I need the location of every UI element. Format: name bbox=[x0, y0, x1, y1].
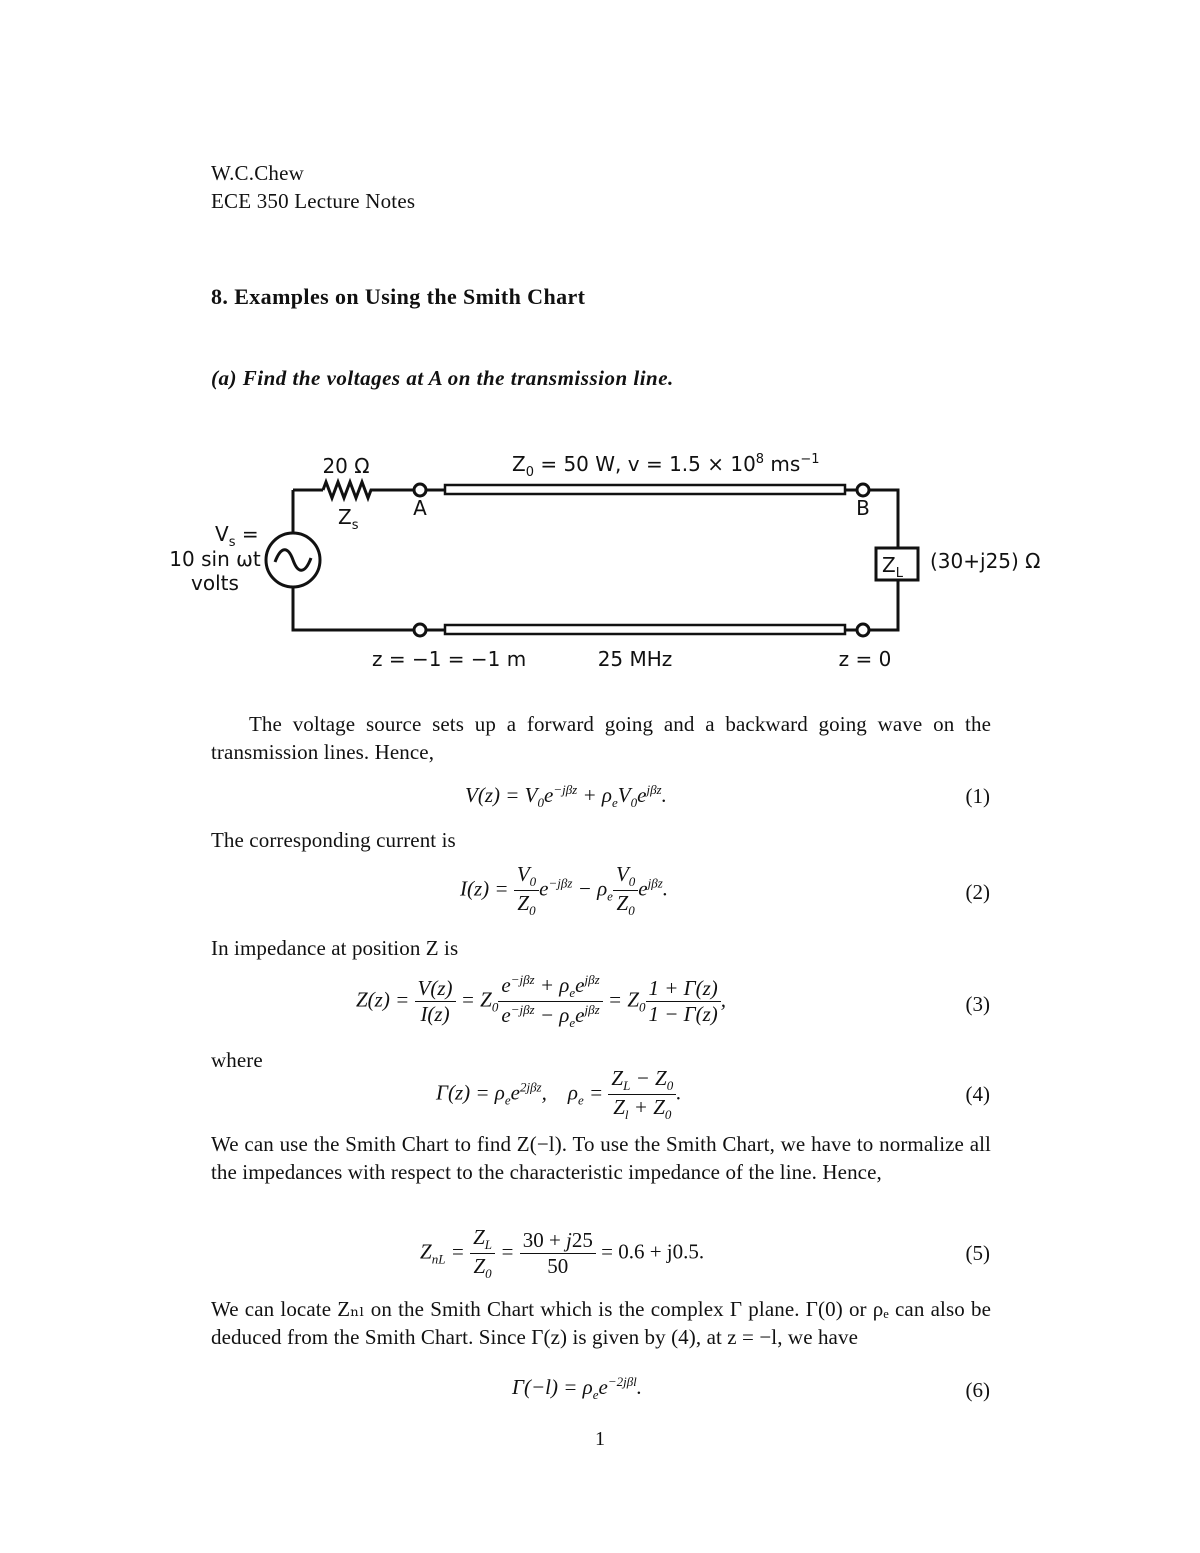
equation-1: $V(z) = V_0e^{-j\beta z} + \rho_eV_0e^{j\beta z}$. bbox=[465, 782, 667, 811]
node-a-label: A bbox=[413, 496, 427, 520]
paragraph-6: We can locate Zₙₗ on the Smith Chart which is the complex Γ plane. Γ(0) or ρₑ can also be deduced from the Smith Chart. Since Γ(z) is given by (4), at z = −l, we have bbox=[211, 1297, 991, 1349]
paragraph-2: The corresponding current is bbox=[211, 828, 456, 852]
equation-1-number: (1) bbox=[965, 784, 990, 808]
node-b-label: B bbox=[856, 496, 870, 520]
paragraph-5: We can use the Smith Chart to find Z(−l). To use the Smith Chart, we have to normalize all the impedances with respect to the characteristic impedance of the line. Hence, bbox=[211, 1132, 991, 1184]
line-params-label: $Z_0 = 50$ W, $v = 1.5 \times 10^8$ $ms^{-1}$ bbox=[512, 452, 820, 480]
page-number: 1 bbox=[595, 1428, 605, 1450]
paragraph-4: where bbox=[211, 1048, 263, 1072]
terminal-bottom-right bbox=[857, 624, 869, 636]
equation-4-number: (4) bbox=[965, 1082, 990, 1106]
equation-6: $\Gamma(-l) = \rho_ee^{-2j\beta l}$. bbox=[512, 1374, 643, 1403]
series-resistance-label: 20 Ω bbox=[322, 454, 370, 478]
paragraph-3: In impedance at position Z is bbox=[211, 936, 459, 960]
equation-6-number: (6) bbox=[965, 1378, 990, 1402]
load-value-label: (30+j25) Ω bbox=[930, 549, 1041, 573]
resistor-icon bbox=[323, 482, 413, 498]
equation-5-number: (5) bbox=[965, 1241, 990, 1265]
equation-5: $Z_{nL}$ = $\frac{Z_L}{Z_0}$ = $\frac{30 + j25}{50}$ = 0.6 + j0.5. bbox=[420, 1225, 705, 1282]
transmission-line-circuit bbox=[160, 440, 1060, 680]
terminal-a bbox=[414, 484, 426, 496]
source-label-2: 10 sin ωt bbox=[169, 547, 261, 571]
equation-4: $\Gamma(z) = \rho_ee^{2j\beta z}$, $\rho_e$ = $\frac{Z_L - Z_0}{Z_l + Z_0}$ . bbox=[436, 1066, 682, 1123]
terminal-b bbox=[857, 484, 869, 496]
terminal-bottom-left bbox=[414, 624, 426, 636]
source-label-1: $V_s$ = bbox=[215, 522, 259, 550]
equation-3: Z(z) = $\frac{V(z)}{I(z)}$ = $Z_0$ $\frac{e^{-j\beta z} + \rho_ee^{j\beta z}}{e^{-j\beta z} - \rho_ee^{j\beta z}}$ = $Z_0$ $\frac{1 + \Gamma(z)}{1 - \Gamma(z)}$ , bbox=[356, 972, 727, 1031]
subheading: (a) Find the voltages at A on the transmission line. bbox=[211, 366, 674, 390]
source-impedance-label: $Z_s$ bbox=[338, 505, 359, 533]
course-title: ECE 350 Lecture Notes bbox=[211, 189, 416, 213]
author-name: W.C.Chew bbox=[211, 161, 304, 185]
equation-2: I(z) = $\frac{V_0}{Z_0}$ $e^{-j\beta z} - \rho_e$ $\frac{V_0}{Z_0}$ $e^{j\beta z}$. bbox=[460, 862, 669, 919]
z-right-label: z = 0 bbox=[838, 647, 892, 671]
section-title: 8. Examples on Using the Smith Chart bbox=[211, 284, 586, 309]
transmission-line-bottom bbox=[445, 625, 845, 634]
equation-2-number: (2) bbox=[965, 880, 990, 904]
load-box-label: $Z_L$ bbox=[882, 553, 903, 581]
paragraph-1: The voltage source sets up a forward going and a backward going wave on the transmission lines. Hence, bbox=[211, 712, 991, 764]
frequency-label: 25 MHz bbox=[597, 647, 673, 671]
z-left-label: z = −1 = −1 m bbox=[372, 647, 527, 671]
equation-3-number: (3) bbox=[965, 992, 990, 1016]
source-label-3: volts bbox=[191, 571, 239, 595]
transmission-line-top bbox=[445, 485, 845, 494]
